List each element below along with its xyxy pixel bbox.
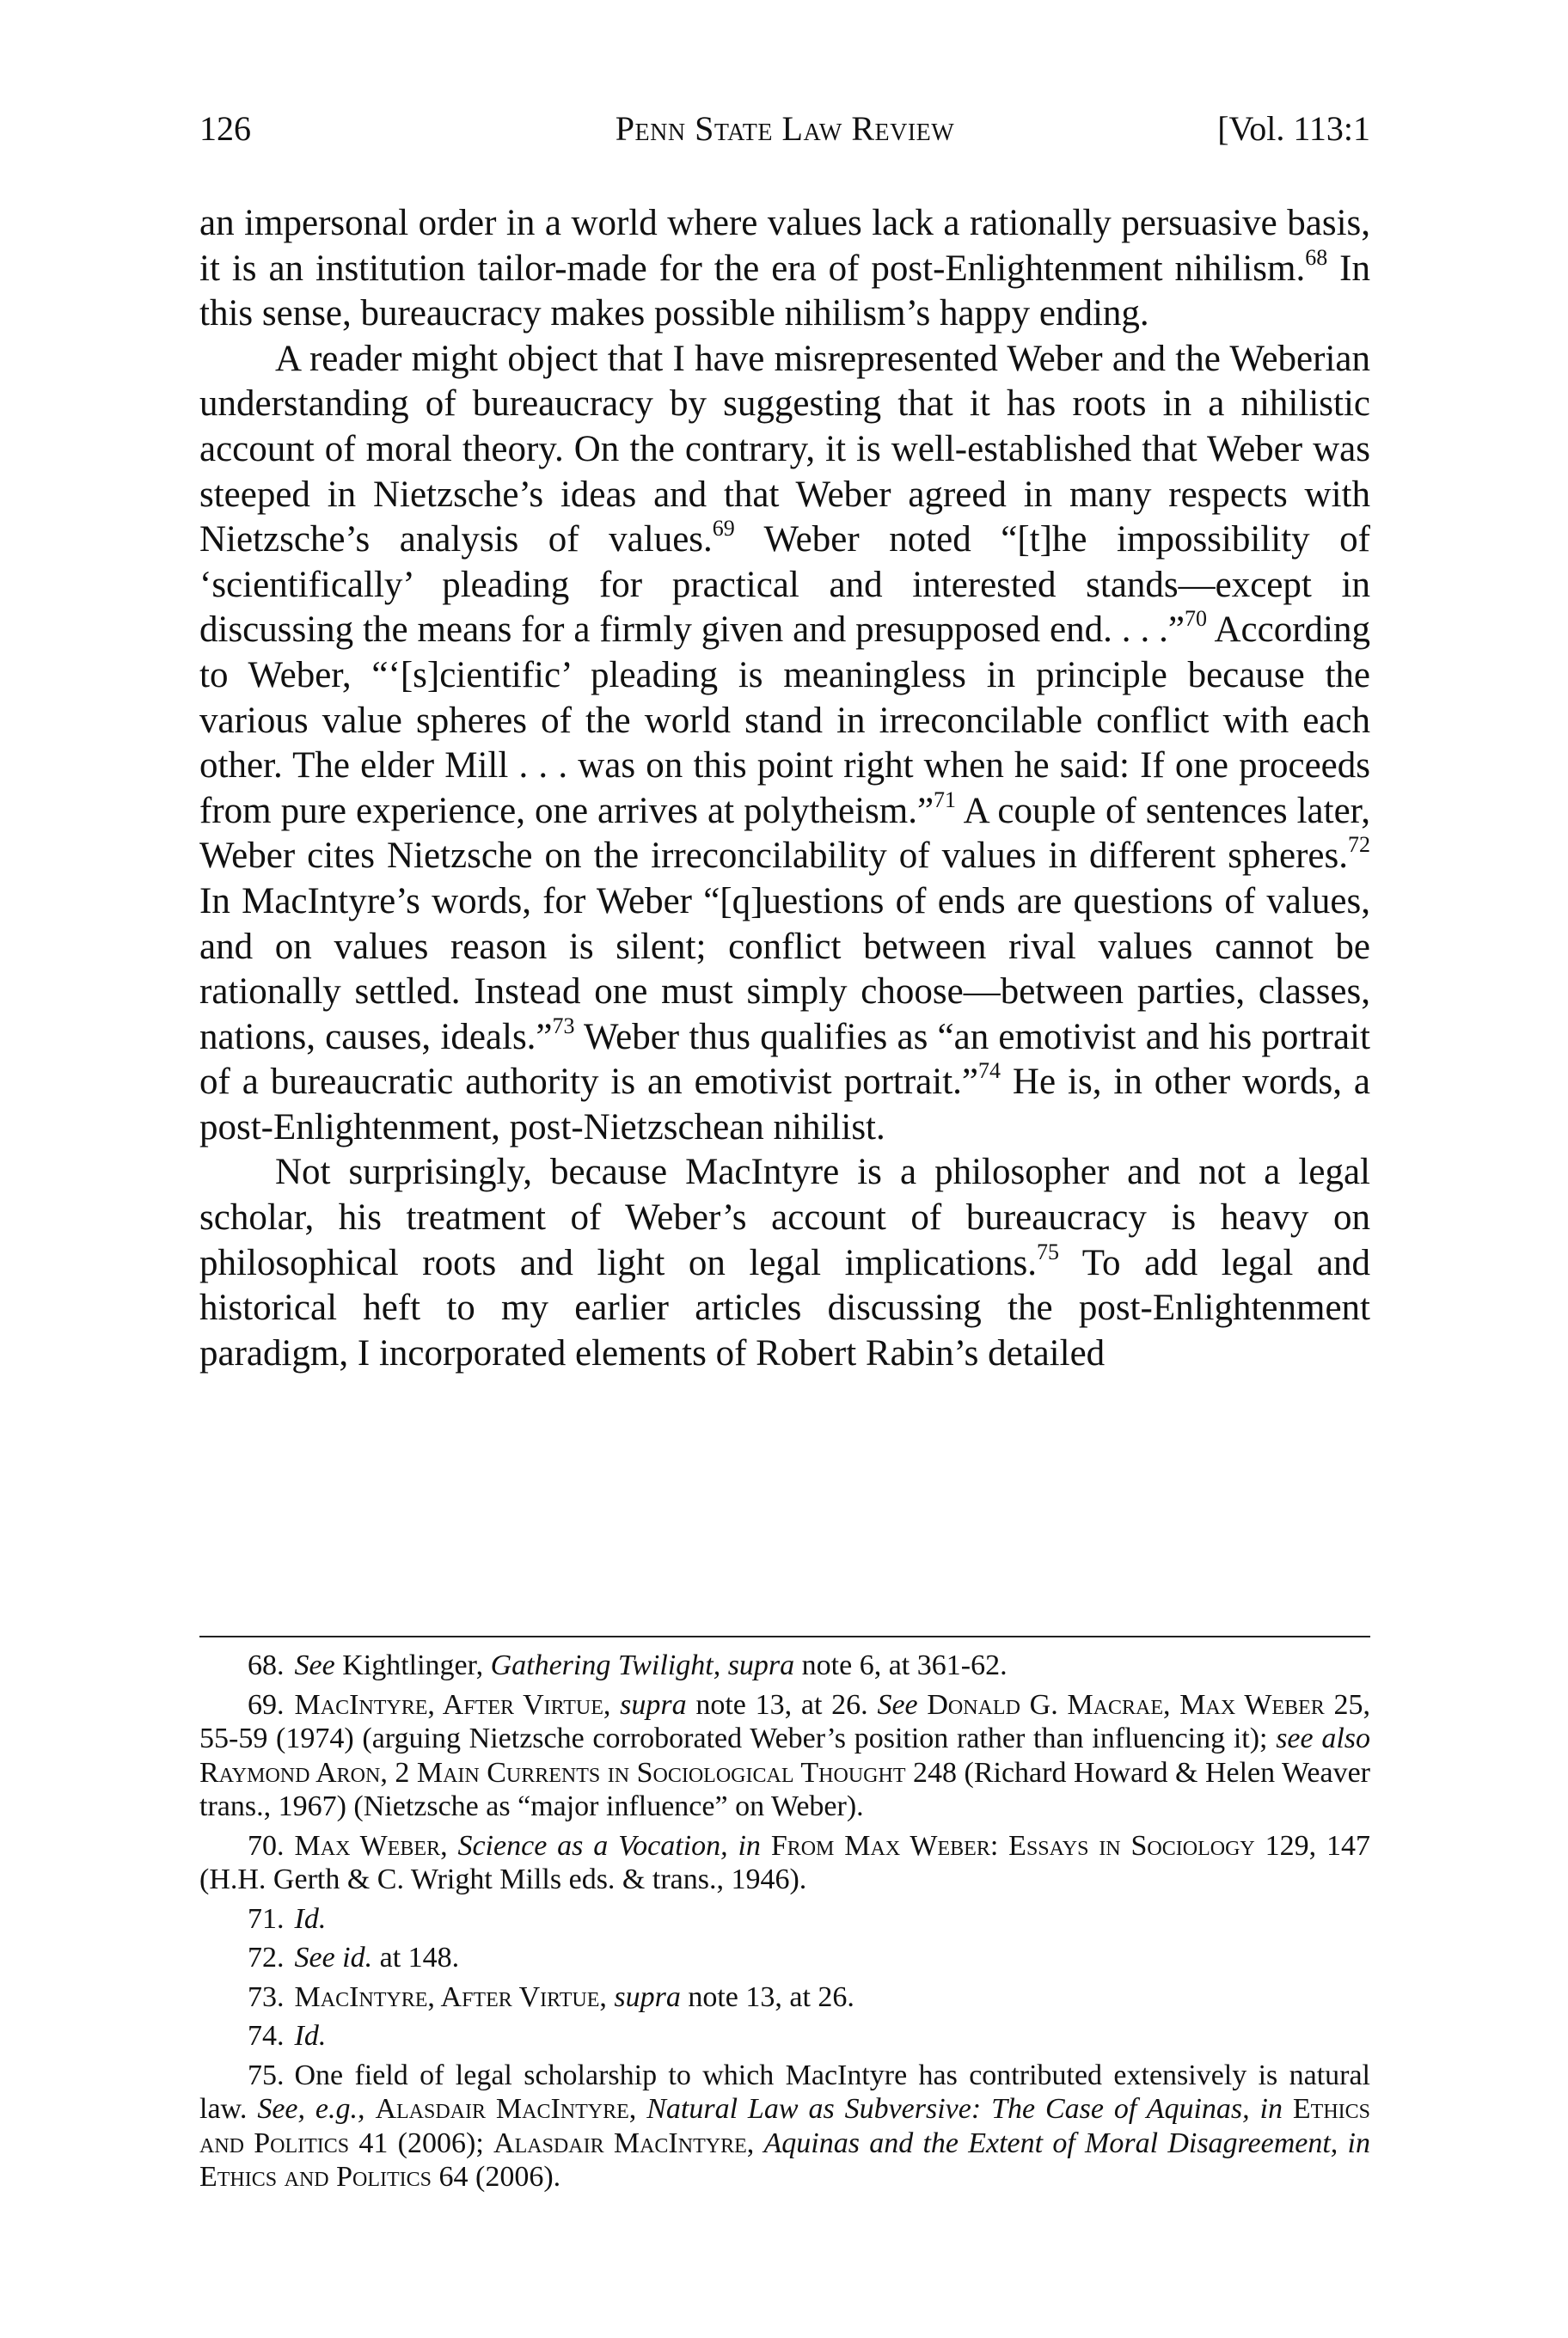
footnote-ref-69[interactable]: 69 xyxy=(712,516,735,542)
footnote-70: 70. Max Weber, Science as a Vocation, in From Max Weber: Essays in Sociology 129, 147 (H.H. Gerth & C. Wright Mills eds. & trans., 1946). xyxy=(199,1829,1370,1895)
footnote-72: 72. See id. at 148. xyxy=(248,1942,460,1974)
footnote-ref-72[interactable]: 72 xyxy=(1348,832,1370,858)
footnote-divider xyxy=(199,1636,1370,1637)
paragraph-2: A reader might object that I have misrepresented Weber and the Weberian understanding of bureaucracy by suggesting that it has roots in a nihilistic account of moral theory. On the contrary, it is well-established that Weber was steeped in Nietzsche’s ideas and that Weber agreed in many respects with Nietzsche’s analysis of values.$^{69}$ Weber noted “[t]he impossibility of ‘scientifically’ pleading for practical and interested stands—except in discussing the means for a firmly given and presupposed end. . . .”$^{70}$ According to Weber, “‘[s]cientific’ pleading is meaningless in principle because the various value spheres of the world stand in irreconcilable conflict with each other. The elder Mill . . . was on this point right when he said: If one proceeds from pure experience, one arrives at polytheism.”$^{71}$ A couple of sentences later, Weber cites Nietzsche on the irreconcilability of values in different spheres.$^{72}$ In MacIntyre’s words, for Weber “[q]uestions of ends are questions of values, and on values reason is silent; conflict between rival values cannot be rationally settled. Instead one must simply choose—between parties, classes, nations, causes, ideals.”$^{73}$ Weber thus qualifies as “an emotivist and his portrait of a bureaucratic authority is an emotivist portrait.”$^{74}$ He is, in other words, a post-Enlightenment, post-Nietzschean nihilist. xyxy=(199,338,1371,1148)
footnote-75: 75. One field of legal scholarship to which MacIntyre has contributed extensively is natural law. See, e.g., Alasdair MacIntyre, Natural Law as Subversive: The Case of Aquinas, in Ethics and Politics 41 (2006); Alasdair MacIntyre, Aquinas and the Extent of Moral Disagreement, in Ethics and Politics 64 (2006). xyxy=(199,2059,1371,2193)
footnote-71: 71. Id. xyxy=(248,1902,327,1935)
footnote-68: 68. See Kightlinger, Gathering Twilight, supra note 6, at 361-62. xyxy=(248,1649,1008,1681)
footnote-ref-75[interactable]: 75 xyxy=(1036,1239,1059,1264)
main-text xyxy=(199,201,1370,1376)
footnote-ref-70[interactable]: 70 xyxy=(1184,606,1207,632)
paragraph-3: Not surprisingly, because MacIntyre is a philosopher and not a legal scholar, his treatment of Weber’s account of bureaucracy is heavy on philosophical roots and light on legal implications.$^{75}$ To add legal and historical heft to my earlier articles discussing the post-Enlightenment paradigm, I incorporated elements of Robert Rabin’s detailed xyxy=(199,1152,1370,1374)
running-header xyxy=(199,103,1370,155)
paragraph-1: an impersonal order in a world where values lack a rationally persuasive basis, it is an institution tailor-made for the era of post-Enlightenment nihilism.$^{68}$ In this sense, bureaucracy makes possible nihilism’s happy ending. xyxy=(199,203,1370,334)
footnote-ref-74[interactable]: 74 xyxy=(977,1058,1001,1084)
volume-label: [Vol. 113:1 xyxy=(1217,109,1370,148)
footnote-ref-73[interactable]: 73 xyxy=(552,1013,575,1038)
footnote-74: 74. Id. xyxy=(248,2020,327,2052)
journal-title: Penn State Law Review xyxy=(615,109,955,148)
page-number: 126 xyxy=(199,109,251,148)
footnote-ref-68[interactable]: 68 xyxy=(1305,244,1328,270)
footnote-ref-71[interactable]: 71 xyxy=(934,786,957,812)
footnote-73: 73. MacIntyre, After Virtue, supra note 13, at 26. xyxy=(248,1980,854,2013)
footnotes xyxy=(199,1649,1370,2200)
footnote-69: 69. MacIntyre, After Virtue, supra note 13, at 26. See Donald G. Macrae, Max Weber 25, 55-59 (1974) (arguing Nietzsche corroborated Weber’s position rather than influencing it); see also Raymond Aron, 2 Main Currents in Sociological Thought 248 (Richard Howard & Helen Weaver trans., 1967) (Nietzsche as “major influence” on Weber). xyxy=(199,1688,1371,1822)
